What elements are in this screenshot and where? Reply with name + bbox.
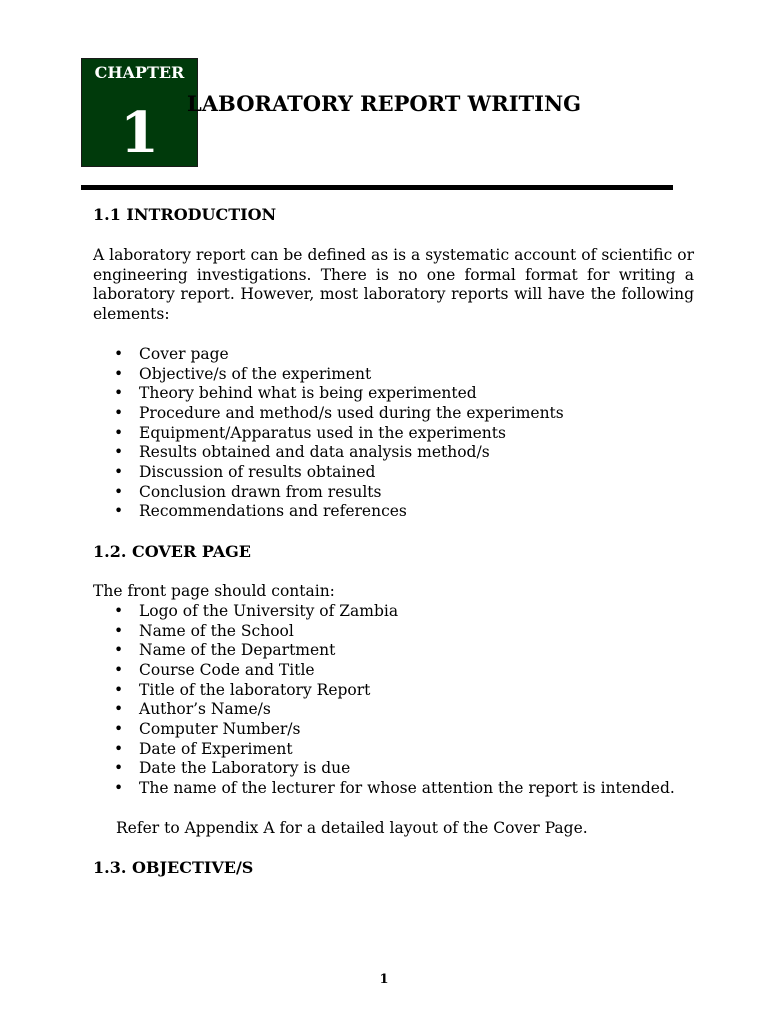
chapter-number: 1 xyxy=(120,100,159,166)
list-item: • Discussion of results obtained xyxy=(93,463,694,483)
chapter-label: CHAPTER xyxy=(94,63,185,82)
list-item: • Logo of the University of Zambia xyxy=(93,602,694,622)
page-body xyxy=(93,205,694,878)
list-item: • Theory behind what is being experimented xyxy=(93,384,694,404)
list-item: • Author’s Name/s xyxy=(93,700,694,720)
list-item: • Name of the Department xyxy=(93,641,694,661)
list-item: • Name of the School xyxy=(93,622,694,642)
chapter-title: LABORATORY REPORT WRITING xyxy=(187,91,582,116)
page-number: 1 xyxy=(379,972,389,987)
list-item: • Course Code and Title xyxy=(93,661,694,681)
appendix-note: Refer to Appendix A for a detailed layout of the Cover Page. xyxy=(116,818,588,837)
introduction-paragraph: A laboratory report can be defined as is a systematic account of scientific or engineering investigations. There is no one formal format for writing a laboratory report. However, most laboratory reports will have the following elements: xyxy=(93,246,694,324)
report-elements-list xyxy=(93,345,694,522)
list-item: • Recommendations and references xyxy=(93,502,694,522)
section-heading-cover-page: 1.2. COVER PAGE xyxy=(93,542,251,562)
cover-page-list xyxy=(93,602,694,799)
list-item: • Results obtained and data analysis method/s xyxy=(93,443,694,463)
cover-page-lead: The front page should contain: xyxy=(93,582,335,601)
list-item: • Title of the laboratory Report xyxy=(93,681,694,701)
list-item: • Computer Number/s xyxy=(93,720,694,740)
section-heading-introduction: 1.1 INTRODUCTION xyxy=(93,205,277,224)
section-heading-objectives: 1.3. OBJECTIVE/S xyxy=(93,857,254,877)
title-divider xyxy=(81,185,673,190)
list-item: • Conclusion drawn from results xyxy=(93,483,694,503)
list-item: • Objective/s of the experiment xyxy=(93,365,694,385)
list-item: • The name of the lecturer for whose attention the report is intended. xyxy=(93,779,694,799)
list-item: • Procedure and method/s used during the experiments xyxy=(93,404,694,424)
list-item: • Cover page xyxy=(93,345,694,365)
list-item: • Date the Laboratory is due xyxy=(93,759,694,779)
list-item: • Date of Experiment xyxy=(93,740,694,760)
chapter-badge xyxy=(81,58,198,167)
list-item: • Equipment/Apparatus used in the experiments xyxy=(93,424,694,444)
